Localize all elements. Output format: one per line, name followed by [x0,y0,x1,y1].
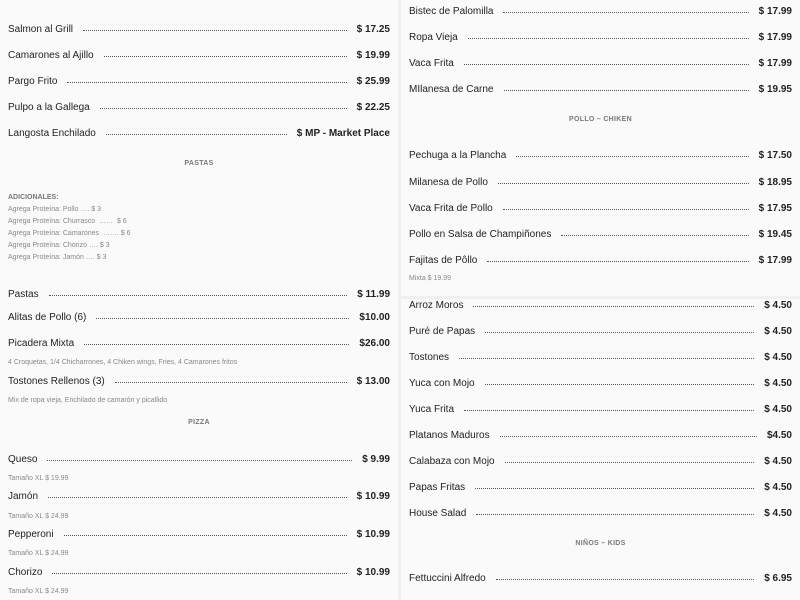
item-price: $ 17.95 [758,203,792,214]
item-price: $ 4.50 [764,482,792,493]
item-note: Mix de ropa vieja, Enchilado de camarón y picallido [8,397,168,404]
menu-item[interactable] [8,337,390,351]
menu-item[interactable] [409,5,792,19]
item-name: Milanesa de Pollo [409,177,488,188]
item-price: $4.50 [766,430,792,441]
leader-dots [64,535,347,536]
leader-dots [464,410,754,411]
item-name: Tostones [409,352,450,363]
leader-dots [487,261,748,262]
item-name: Puré de Papas [409,326,476,337]
menu-item[interactable] [8,288,390,302]
leader-dots [464,64,749,65]
item-price: $ 9.99 [362,454,390,465]
leader-dots [485,384,755,385]
item-name: Calabaza con Mojo [409,456,495,467]
item-price: $ 19.95 [758,84,792,95]
menu-left-column [0,0,398,600]
adicional-line: Agrega Proteína: Camarones ……. $ 6 [8,230,131,237]
item-price: $ 25.99 [356,76,390,87]
leader-dots [503,209,749,210]
adicional-line: Agrega Proteína: Jamón …. $ 3 [8,254,107,261]
item-note: 4 Croquetas, 1/4 Chicharrones, 4 Chiken wings, Fries, 4 Camarones fritos [8,359,238,366]
item-name: Bistec de Palomilla [409,6,494,17]
item-price: $ MP - Market Place [296,128,390,139]
menu-item[interactable] [409,57,792,71]
leader-dots [473,306,754,307]
item-name: Yuca Frita [409,404,455,415]
menu-item[interactable] [409,455,792,469]
menu-item[interactable] [8,566,390,580]
menu-item[interactable] [409,202,792,216]
section-title-pollo: POLLO – CHIKEN [569,116,632,123]
item-name: Alitas de Pollo (6) [8,312,87,323]
leader-dots [52,573,346,574]
menu-item[interactable] [8,49,390,63]
leader-dots [516,156,748,157]
leader-dots [485,332,754,333]
item-price: $ 4.50 [764,300,792,311]
item-price: $ 4.50 [764,378,792,389]
menu-item[interactable] [409,83,792,97]
menu-right-column [401,0,800,600]
item-price: $ 18.95 [758,177,792,188]
item-price: $ 17.25 [356,24,390,35]
menu-item[interactable] [409,429,792,443]
item-name: Vaca Frita de Pollo [409,203,493,214]
menu-item[interactable] [409,176,792,190]
leader-dots [67,82,346,83]
leader-dots [96,318,349,319]
menu-item[interactable] [8,528,390,542]
leader-dots [104,56,347,57]
leader-dots [83,30,347,31]
item-price: $ 4.50 [764,352,792,363]
menu-item[interactable] [409,377,792,391]
item-note: Mixta $ 19.99 [409,275,452,282]
item-name: Yuca con Mojo [409,378,475,389]
adicionales-title: ADICIONALES: [8,194,59,201]
section-title-pizza: PIZZA [188,419,210,426]
menu-item[interactable] [409,254,792,268]
item-note: Tamaño XL $ 19.99 [8,475,69,482]
item-note: Tamaño XL $ 24.99 [8,550,69,557]
menu-item[interactable] [409,507,792,521]
leader-dots [500,436,757,437]
item-name: Chorizo [8,567,43,578]
leader-dots [49,295,348,296]
item-name: Papas Fritas [409,482,466,493]
item-name: House Salad [409,508,467,519]
leader-dots [84,344,349,345]
leader-dots [475,488,754,489]
leader-dots [504,90,749,91]
leader-dots [503,12,748,13]
menu-item[interactable] [409,481,792,495]
menu-item[interactable] [8,490,390,504]
menu-item[interactable] [8,23,390,37]
item-price: $ 19.99 [356,50,390,61]
item-name: Queso [8,454,38,465]
item-price: $ 6.95 [764,573,792,584]
menu-item[interactable] [409,351,792,365]
section-title-pastas: PASTAS [184,160,214,167]
item-name: Jamón [8,491,39,502]
adicional-line: Agrega Proteína: Pollo …. $ 3 [8,206,101,213]
item-note: Tamaño XL $ 24.99 [8,588,69,595]
menu-item[interactable] [409,403,792,417]
item-name: Fajitas de Pôllo [409,255,478,266]
item-price: $ 22.25 [356,102,390,113]
menu-item[interactable] [8,375,390,389]
leader-dots [561,235,748,236]
item-name: Pargo Frito [8,76,58,87]
menu-item[interactable] [409,572,792,586]
item-name: Camarones al Ajillo [8,50,94,61]
menu-item[interactable] [409,228,792,242]
leader-dots [476,514,754,515]
menu-item[interactable] [409,149,792,163]
item-name: MIlanesa de Carne [409,84,494,95]
menu-item[interactable] [8,311,390,325]
item-note: Tamaño XL $ 24.99 [8,513,69,520]
item-name: Arroz Moros [409,300,464,311]
item-price: $ 11.99 [357,289,390,300]
leader-dots [100,108,347,109]
item-price: $ 17.99 [758,6,792,17]
item-price: $26.00 [359,338,390,349]
menu-item[interactable] [8,127,390,141]
item-name: Platanos Maduros [409,430,490,441]
item-name: Fettuccini Alfredo [409,573,486,584]
item-price: $ 10.99 [356,567,390,578]
item-name: Pechuga a la Plancha [409,150,507,161]
item-name: Salmon al Grill [8,24,74,35]
adicional-line: Agrega Proteína: Chorizo …. $ 3 [8,242,110,249]
leader-dots [459,358,754,359]
menu-item[interactable] [8,101,390,115]
item-price: $ 17.50 [758,150,792,161]
menu-item[interactable] [8,453,390,467]
item-name: Pepperoni [8,529,54,540]
menu-item[interactable] [8,75,390,89]
leader-dots [48,497,347,498]
leader-dots [115,382,347,383]
item-name: Ropa Vieja [409,32,458,43]
item-name: Pollo en Salsa de Champiñones [409,229,552,240]
leader-dots [106,134,287,135]
menu-item[interactable] [409,325,792,339]
item-name: Langosta Enchilado [8,128,96,139]
item-price: $ 17.99 [758,58,792,69]
item-name: Pulpo a la Gallega [8,102,90,113]
leader-dots [468,38,749,39]
leader-dots [47,460,352,461]
item-price: $ 10.99 [356,529,390,540]
item-price: $ 17.99 [758,255,792,266]
leader-dots [498,183,749,184]
adicional-line: Agrega Proteína: Churrasco …… $ 6 [8,218,127,225]
item-name: Tostones Rellenos (3) [8,376,105,387]
section-title-kids: NIÑOS – KIDS [575,540,626,547]
item-price: $ 4.50 [764,326,792,337]
item-price: $ 4.50 [764,456,792,467]
item-price: $ 17.99 [758,32,792,43]
item-price: $ 13.00 [356,376,390,387]
item-price: $ 4.50 [764,508,792,519]
item-name: Picadera Mixta [8,338,75,349]
item-price: $ 10.99 [356,491,390,502]
item-price: $10.00 [359,312,390,323]
item-price: $ 19.45 [758,229,792,240]
item-price: $ 4.50 [764,404,792,415]
item-name: Pastas [8,289,39,300]
item-name: Vaca Frita [409,58,454,69]
leader-dots [505,462,755,463]
menu-item[interactable] [409,299,792,313]
leader-dots [496,579,754,580]
menu-item[interactable] [409,31,792,45]
